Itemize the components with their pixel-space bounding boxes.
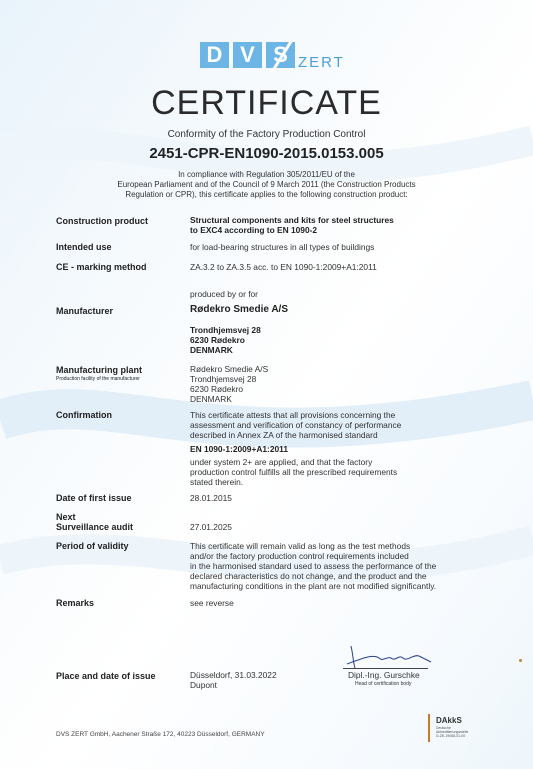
place-date-line: Dupont bbox=[190, 680, 218, 690]
label-place-date: Place and date of issue bbox=[56, 671, 156, 681]
logo-letter-s: S bbox=[266, 42, 295, 68]
label-construction-product: Construction product bbox=[56, 216, 148, 226]
value-ce-marking: ZA.3.2 to ZA.3.5 acc. to EN 1090-1:2009+A1:2011 bbox=[190, 262, 377, 272]
intro-line: In compliance with Regulation 305/2011/EU of the bbox=[178, 170, 355, 179]
label-remarks: Remarks bbox=[56, 598, 95, 608]
logo-letter-d: D bbox=[200, 42, 229, 68]
confirmation-line: production control fulfills all the prescribed requirements bbox=[190, 467, 398, 477]
validity-line: This certificate will remain valid as long as the test methods bbox=[190, 541, 411, 551]
intro-paragraph bbox=[90, 170, 443, 200]
dakks-line: D-ZE-19068-01-00 bbox=[436, 734, 466, 738]
certificate-title: CERTIFICATE bbox=[151, 84, 382, 122]
logo-letter-v: V bbox=[233, 42, 262, 68]
certificate-subtitle: Conformity of the Factory Production Control bbox=[167, 129, 366, 140]
logo-zert-text: ZERT bbox=[298, 54, 345, 71]
value-confirmation bbox=[190, 410, 401, 487]
place-date-line: Düsseldorf, 31.03.2022 bbox=[190, 670, 277, 680]
validity-line: declared characteristics do not change, and the product and the bbox=[190, 571, 427, 581]
construction-product-line: Structural components and kits for steel structures bbox=[190, 215, 394, 225]
produced-by-text: produced by or for bbox=[190, 289, 258, 299]
signature-line bbox=[343, 668, 428, 669]
manufacturer-address-line: Trondhjemsvej 28 bbox=[190, 325, 261, 335]
construction-product-line: to EXC4 according to EN 1090-2 bbox=[190, 225, 318, 235]
intro-line: Regulation or CPR), this certificate applies to the following construction product: bbox=[125, 190, 408, 199]
value-validity bbox=[190, 541, 436, 591]
dakks-accreditation-mark bbox=[428, 714, 490, 744]
confirmation-line: stated therein. bbox=[190, 477, 244, 487]
footer-address: DVS ZERT GmbH, Aachener Straße 172, 40223 Düsseldorf, GERMANY bbox=[56, 731, 265, 738]
label-confirmation: Confirmation bbox=[56, 410, 112, 420]
signatory-role: Head of certification body bbox=[355, 681, 412, 687]
label-validity: Period of validity bbox=[56, 541, 129, 551]
plant-line: Trondhjemsvej 28 bbox=[190, 374, 257, 384]
ink-dot bbox=[519, 659, 522, 662]
dakks-line: Deutsche bbox=[436, 726, 451, 730]
label-ce-marking: CE - marking method bbox=[56, 262, 147, 272]
plant-line: DENMARK bbox=[190, 394, 232, 404]
manufacturer-name: Rødekro Smedie A/S bbox=[190, 304, 288, 315]
intro-line: European Parliament and of the Council of 9 March 2011 (the Construction Products bbox=[117, 180, 416, 189]
plant-line: Rødekro Smedie A/S bbox=[190, 364, 269, 374]
plant-line: 6230 Rødekro bbox=[190, 384, 244, 394]
validity-line: manufacturing conditions in the plant are not modified significantly. bbox=[190, 581, 437, 591]
confirmation-line: assessment and verification of constancy of performance bbox=[190, 420, 402, 430]
value-surveillance-audit: 27.01.2025 bbox=[190, 522, 232, 532]
value-manufacturing-plant bbox=[190, 364, 268, 404]
label-manufacturing-plant bbox=[56, 365, 142, 382]
dakks-name: DAkkS bbox=[436, 716, 462, 725]
value-remarks: see reverse bbox=[190, 598, 234, 608]
certificate-number: 2451-CPR-EN1090-2015.0153.005 bbox=[149, 145, 384, 162]
signatory-name: Dipl.-Ing. Gurschke bbox=[348, 670, 420, 680]
label-surveillance-audit: Surveillance audit bbox=[56, 522, 134, 532]
confirmation-standard: EN 1090-1:2009+A1:2011 bbox=[190, 444, 289, 454]
dakks-line: Akkreditierungsstelle bbox=[436, 730, 469, 734]
manufacturing-plant-label-text: Manufacturing plant bbox=[56, 365, 142, 375]
validity-line: and/or the factory production control requirements included bbox=[190, 551, 409, 561]
manufacturer-address bbox=[190, 325, 261, 355]
dvs-zert-logo bbox=[200, 40, 345, 74]
value-construction-product bbox=[190, 215, 394, 235]
value-first-issue: 28.01.2015 bbox=[190, 493, 232, 503]
value-intended-use: for load-bearing structures in all types of buildings bbox=[190, 242, 375, 252]
confirmation-line: This certificate attests that all provisions concerning the bbox=[190, 410, 396, 420]
confirmation-line: under system 2+ are applied, and that the factory bbox=[190, 457, 373, 467]
manufacturer-address-line: 6230 Rødekro bbox=[190, 335, 245, 345]
value-place-date bbox=[190, 670, 277, 690]
dakks-text bbox=[436, 726, 488, 738]
manufacturer-address-line: DENMARK bbox=[190, 345, 233, 355]
validity-line: in the harmonised standard used to assess the performance of the bbox=[190, 561, 437, 571]
label-manufacturer: Manufacturer bbox=[56, 306, 114, 316]
label-intended-use: Intended use bbox=[56, 242, 112, 252]
confirmation-line: described in Annex ZA of the harmonised standard bbox=[190, 430, 378, 440]
label-first-issue: Date of first issue bbox=[56, 493, 132, 503]
manufacturing-plant-sublabel: Production facility of the manufacturer bbox=[56, 376, 140, 382]
label-next: Next bbox=[56, 512, 76, 522]
handwritten-signature bbox=[343, 640, 433, 670]
